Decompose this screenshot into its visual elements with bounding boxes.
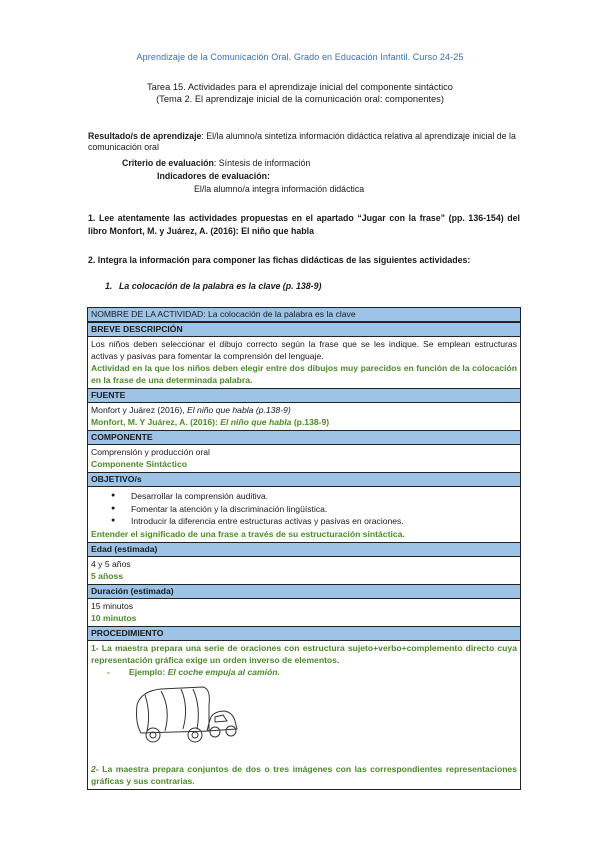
truck-wheel-rear xyxy=(146,728,160,742)
learning-outcome-label: Resultado/s de aprendizaje xyxy=(88,131,202,141)
source-green-authors: Monfort, M. Y Juárez, A. (2016): xyxy=(91,417,218,427)
subheading-number: 1. xyxy=(105,281,113,291)
procedure-example xyxy=(91,666,517,679)
component-header: COMPONENTE xyxy=(88,430,520,445)
learning-outcome xyxy=(88,131,518,153)
truck-cargo-line-3 xyxy=(181,689,186,729)
task-subtitle: (Tema 2. El aprendizaje inicial de la comunicación oral: componentes) xyxy=(156,94,444,104)
description-text: Los niños deben seleccionar el dibujo correcto según la frase que se les indique. Se emplean estructuras activas y pasivas para fomentar la comprensión del lenguaje. xyxy=(91,339,517,361)
duration-header: Duración (estimada) xyxy=(88,584,520,599)
objective-cell xyxy=(88,487,520,542)
activity-card-table xyxy=(87,307,521,790)
subheading-text: La colocación de la palabra es la clave (p. 138-9) xyxy=(119,281,322,291)
age-cell xyxy=(88,557,520,584)
procedure-cell xyxy=(88,641,520,789)
procedure-header: PROCEDIMIENTO xyxy=(88,626,520,641)
car-wheel-rear xyxy=(210,727,220,737)
example-text: El coche empuja al camión. xyxy=(167,666,280,677)
procedure-step-2 xyxy=(91,763,517,787)
procedure-step-2-text: La maestra prepara conjuntos de dos o tres imágenes con las correspondientes representaciones gráficas y sus contrarias. xyxy=(91,763,517,786)
source-text: Monfort y Juárez (2016), xyxy=(91,405,185,415)
source-pages: (p.138-9) xyxy=(255,405,291,415)
activity-name-value: : La colocación de la palabra es la clave xyxy=(203,309,356,319)
description-green-text: Actividad en la que los niños deben elegir entre dos dibujos muy parecidos en función de la colocación en la frase de una determinada palabra. xyxy=(91,363,517,385)
objective-green-text: Entender el significado de una frase a través de su estructuración sintáctica. xyxy=(91,528,405,539)
truck-cargo-line-2 xyxy=(161,691,167,731)
duration-text: 15 minutos xyxy=(91,600,134,611)
objective-item xyxy=(91,503,517,516)
course-header: Aprendizaje de la Comunicación Oral. Grado en Educación Infantil. Curso 24-25 xyxy=(136,52,464,62)
instruction-1: 1. Lee atentamente las actividades propuestas en el apartado “Jugar con la frase” (pp. 136-154) del libro Monfort, M. y Juárez, A. (2016): El niño que habla xyxy=(88,213,520,236)
car-wheel-front xyxy=(226,726,236,736)
example-label: Ejemplo: xyxy=(129,666,166,677)
age-header: Edad (estimada) xyxy=(88,542,520,557)
procedure-step-2-number: 2- xyxy=(91,763,99,774)
component-cell xyxy=(88,445,520,472)
criterion-text: : Síntesis de información xyxy=(213,158,311,168)
source-green-book: El niño que habla xyxy=(220,417,292,427)
indicators-text: El/la alumno/a integra información didáctica xyxy=(194,184,365,194)
component-text: Comprensión y producción oral xyxy=(91,447,210,457)
truck-and-car-drawing xyxy=(131,683,241,747)
truck-wheel-front xyxy=(188,728,202,742)
truck-cargo-line-1 xyxy=(145,695,149,731)
duration-cell xyxy=(88,599,520,626)
dash-marker: - xyxy=(107,666,110,677)
age-green-text: 5 añoss xyxy=(91,570,124,581)
bullet-icon: ● xyxy=(111,492,116,499)
task-title: Tarea 15. Actividades para el aprendizaje inicial del componente sintáctico xyxy=(147,82,453,92)
source-book: El niño que habla xyxy=(187,405,254,415)
objective-text: Desarrollar la comprensión auditiva. xyxy=(131,491,269,501)
component-green-text: Componente Sintáctico xyxy=(91,459,187,469)
objective-item xyxy=(91,490,517,503)
source-cell xyxy=(88,403,520,430)
objective-item xyxy=(91,515,517,528)
source-green-pages: (p.138-9) xyxy=(293,417,330,427)
car-window xyxy=(215,715,227,722)
objective-text: Introducir la diferencia entre estructuras activas y pasivas en oraciones. xyxy=(131,516,404,526)
indicators-label: Indicadores de evaluación: xyxy=(157,171,270,181)
age-text: 4 y 5 años xyxy=(91,558,131,569)
activity-name-row xyxy=(88,308,520,322)
activity-subheading xyxy=(105,281,321,291)
truck-hub-front xyxy=(192,732,198,738)
duration-green-text: 10 minutos xyxy=(91,612,137,623)
source-line xyxy=(91,404,517,416)
objective-text: Fomentar la atención y la discriminación lingüística. xyxy=(131,503,328,514)
objective-header: OBJETIVO/s xyxy=(88,472,520,487)
procedure-step-1: 1- La maestra prepara una serie de oraciones con estructura sujeto+verbo+complemento directo cuya representación gráfica exige un orden inverso de elementos. xyxy=(91,642,517,665)
bullet-icon: ● xyxy=(111,517,116,524)
car-pushes-truck-illustration xyxy=(131,683,517,749)
description-header: BREVE DESCRIPCIÓN xyxy=(88,322,520,337)
learning-outcome-text: : El/la alumno/a sintetiza información didáctica relativa al aprendizaje inicial de la comunicación oral xyxy=(88,131,516,152)
bullet-icon: ● xyxy=(111,504,116,512)
evaluation-criterion xyxy=(122,158,310,168)
instruction-2: 2. Integra la información para componer las fichas didácticas de las siguientes actividades: xyxy=(88,255,471,265)
description-cell xyxy=(88,337,520,388)
truck-cargo-line-4 xyxy=(193,689,198,729)
criterion-label: Criterio de evaluación xyxy=(122,158,214,168)
source-green-line xyxy=(91,416,517,428)
activity-name-label: NOMBRE DE LA ACTIVIDAD xyxy=(91,309,204,319)
source-header: FUENTE xyxy=(88,388,520,403)
